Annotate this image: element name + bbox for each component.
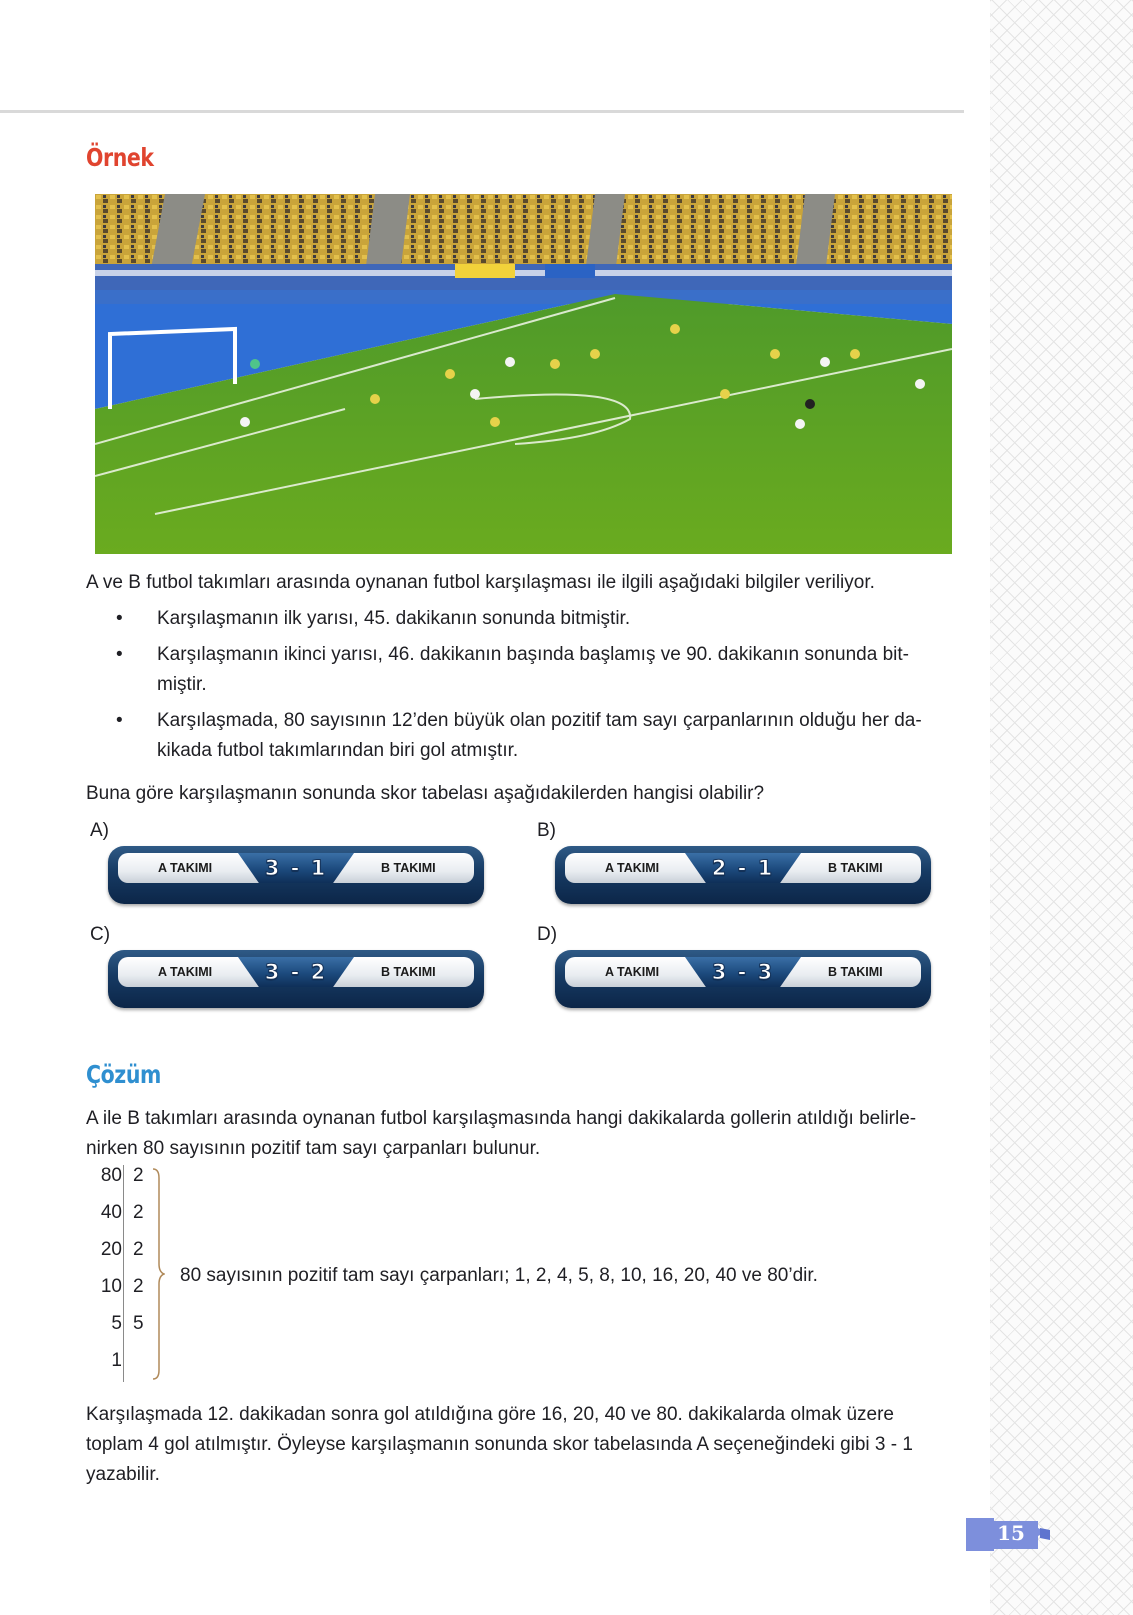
dividend: 10 <box>100 1276 122 1297</box>
dividend: 5 <box>111 1313 122 1334</box>
intro-text: A ve B futbol takımları arasında oynanan futbol karşılaşması ile ilgili aşağıdaki bilgiler veriliyor. <box>86 572 875 593</box>
bullet-line: Karşılaşmanın ilk yarısı, 45. dakikanın sonunda bitmiştir. <box>157 608 631 629</box>
curly-brace-icon <box>151 1168 165 1380</box>
solution-text-line: A ile B takımları arasında oynanan futbol karşılaşmasında hangi dakikalarda gollerin atıldığı belirle- <box>86 1108 917 1129</box>
scoreboard-bar <box>565 957 921 987</box>
team-a-name: A TAKIMI <box>158 965 213 979</box>
division-ladder <box>86 1165 186 1385</box>
team-b-name: B TAKIMI <box>381 861 436 875</box>
scoreboard-bar <box>565 853 921 883</box>
bullet-line: kikada futbol takımlarından biri gol atmıştır. <box>157 740 519 761</box>
team-b-name: B TAKIMI <box>828 861 883 875</box>
solution-heading: Çözüm <box>86 1060 161 1089</box>
team-b-name: B TAKIMI <box>381 965 436 979</box>
stadium-photo <box>95 194 952 554</box>
solution-text-line: nirken 80 sayısının pozitif tam sayı çarpanları bulunur. <box>86 1138 541 1159</box>
conclusion-line: Karşılaşmada 12. dakikadan sonra gol atıldığına göre 16, 20, 40 ve 80. dakikalarda olmak üzere <box>86 1404 895 1425</box>
option-d-label[interactable]: D) <box>537 924 558 945</box>
option-c-label[interactable]: C) <box>90 924 111 945</box>
conclusion-line: toplam 4 gol atılmıştır. Öyleyse karşılaşmanın sonunda skor tabelasında A seçeneğindeki gibi 3 - 1 <box>86 1434 913 1455</box>
score-value: 3 - 2 <box>264 960 328 984</box>
option-d-scoreboard[interactable] <box>555 950 931 1008</box>
dividend: 1 <box>111 1350 122 1371</box>
option-a-label[interactable]: A) <box>90 820 109 841</box>
bullet-line: miştir. <box>157 674 207 695</box>
team-a-name: A TAKIMI <box>605 861 660 875</box>
team-a-name: A TAKIMI <box>158 861 213 875</box>
bullet-dot: • <box>116 608 123 629</box>
divisor: 2 <box>133 1239 144 1260</box>
bullet-line: Karşılaşmada, 80 sayısının 12’den büyük olan pozitif tam sayı çarpanlarının olduğu her da- <box>157 710 922 731</box>
divisor: 2 <box>133 1276 144 1297</box>
option-c-scoreboard[interactable] <box>108 950 484 1008</box>
score-value: 3 - 1 <box>264 856 328 880</box>
divisor: 2 <box>133 1202 144 1223</box>
question-text: Buna göre karşılaşmanın sonunda skor tabelası aşağıdakilerden hangisi olabilir? <box>86 783 765 804</box>
dividend: 20 <box>100 1239 122 1260</box>
page-number: 15 <box>997 1521 1025 1545</box>
dividend: 40 <box>100 1202 122 1223</box>
scoreboard-bar <box>118 853 474 883</box>
bullet-dot: • <box>116 710 123 731</box>
option-b-scoreboard[interactable] <box>555 846 931 904</box>
dividend: 80 <box>100 1165 122 1186</box>
conclusion-line: yazabilir. <box>86 1464 160 1485</box>
factors-note: 80 sayısının pozitif tam sayı çarpanları; 1, 2, 4, 5, 8, 10, 16, 20, 40 ve 80’dir. <box>180 1265 818 1286</box>
scoreboard-bar <box>118 957 474 987</box>
team-a-name: A TAKIMI <box>605 965 660 979</box>
divisor: 5 <box>133 1313 144 1334</box>
header-divider <box>0 110 964 113</box>
option-a-scoreboard[interactable] <box>108 846 484 904</box>
option-b-label[interactable]: B) <box>537 820 556 841</box>
team-b-name: B TAKIMI <box>828 965 883 979</box>
bullet-line: Karşılaşmanın ikinci yarısı, 46. dakikanın başında başlamış ve 90. dakikanın sonunda bit- <box>157 644 909 665</box>
score-value: 3 - 3 <box>711 960 775 984</box>
side-decorative-pattern <box>990 0 1133 1615</box>
divisor: 2 <box>133 1165 144 1186</box>
score-value: 2 - 1 <box>711 856 775 880</box>
example-heading: Örnek <box>86 143 154 172</box>
bullet-dot: • <box>116 644 123 665</box>
